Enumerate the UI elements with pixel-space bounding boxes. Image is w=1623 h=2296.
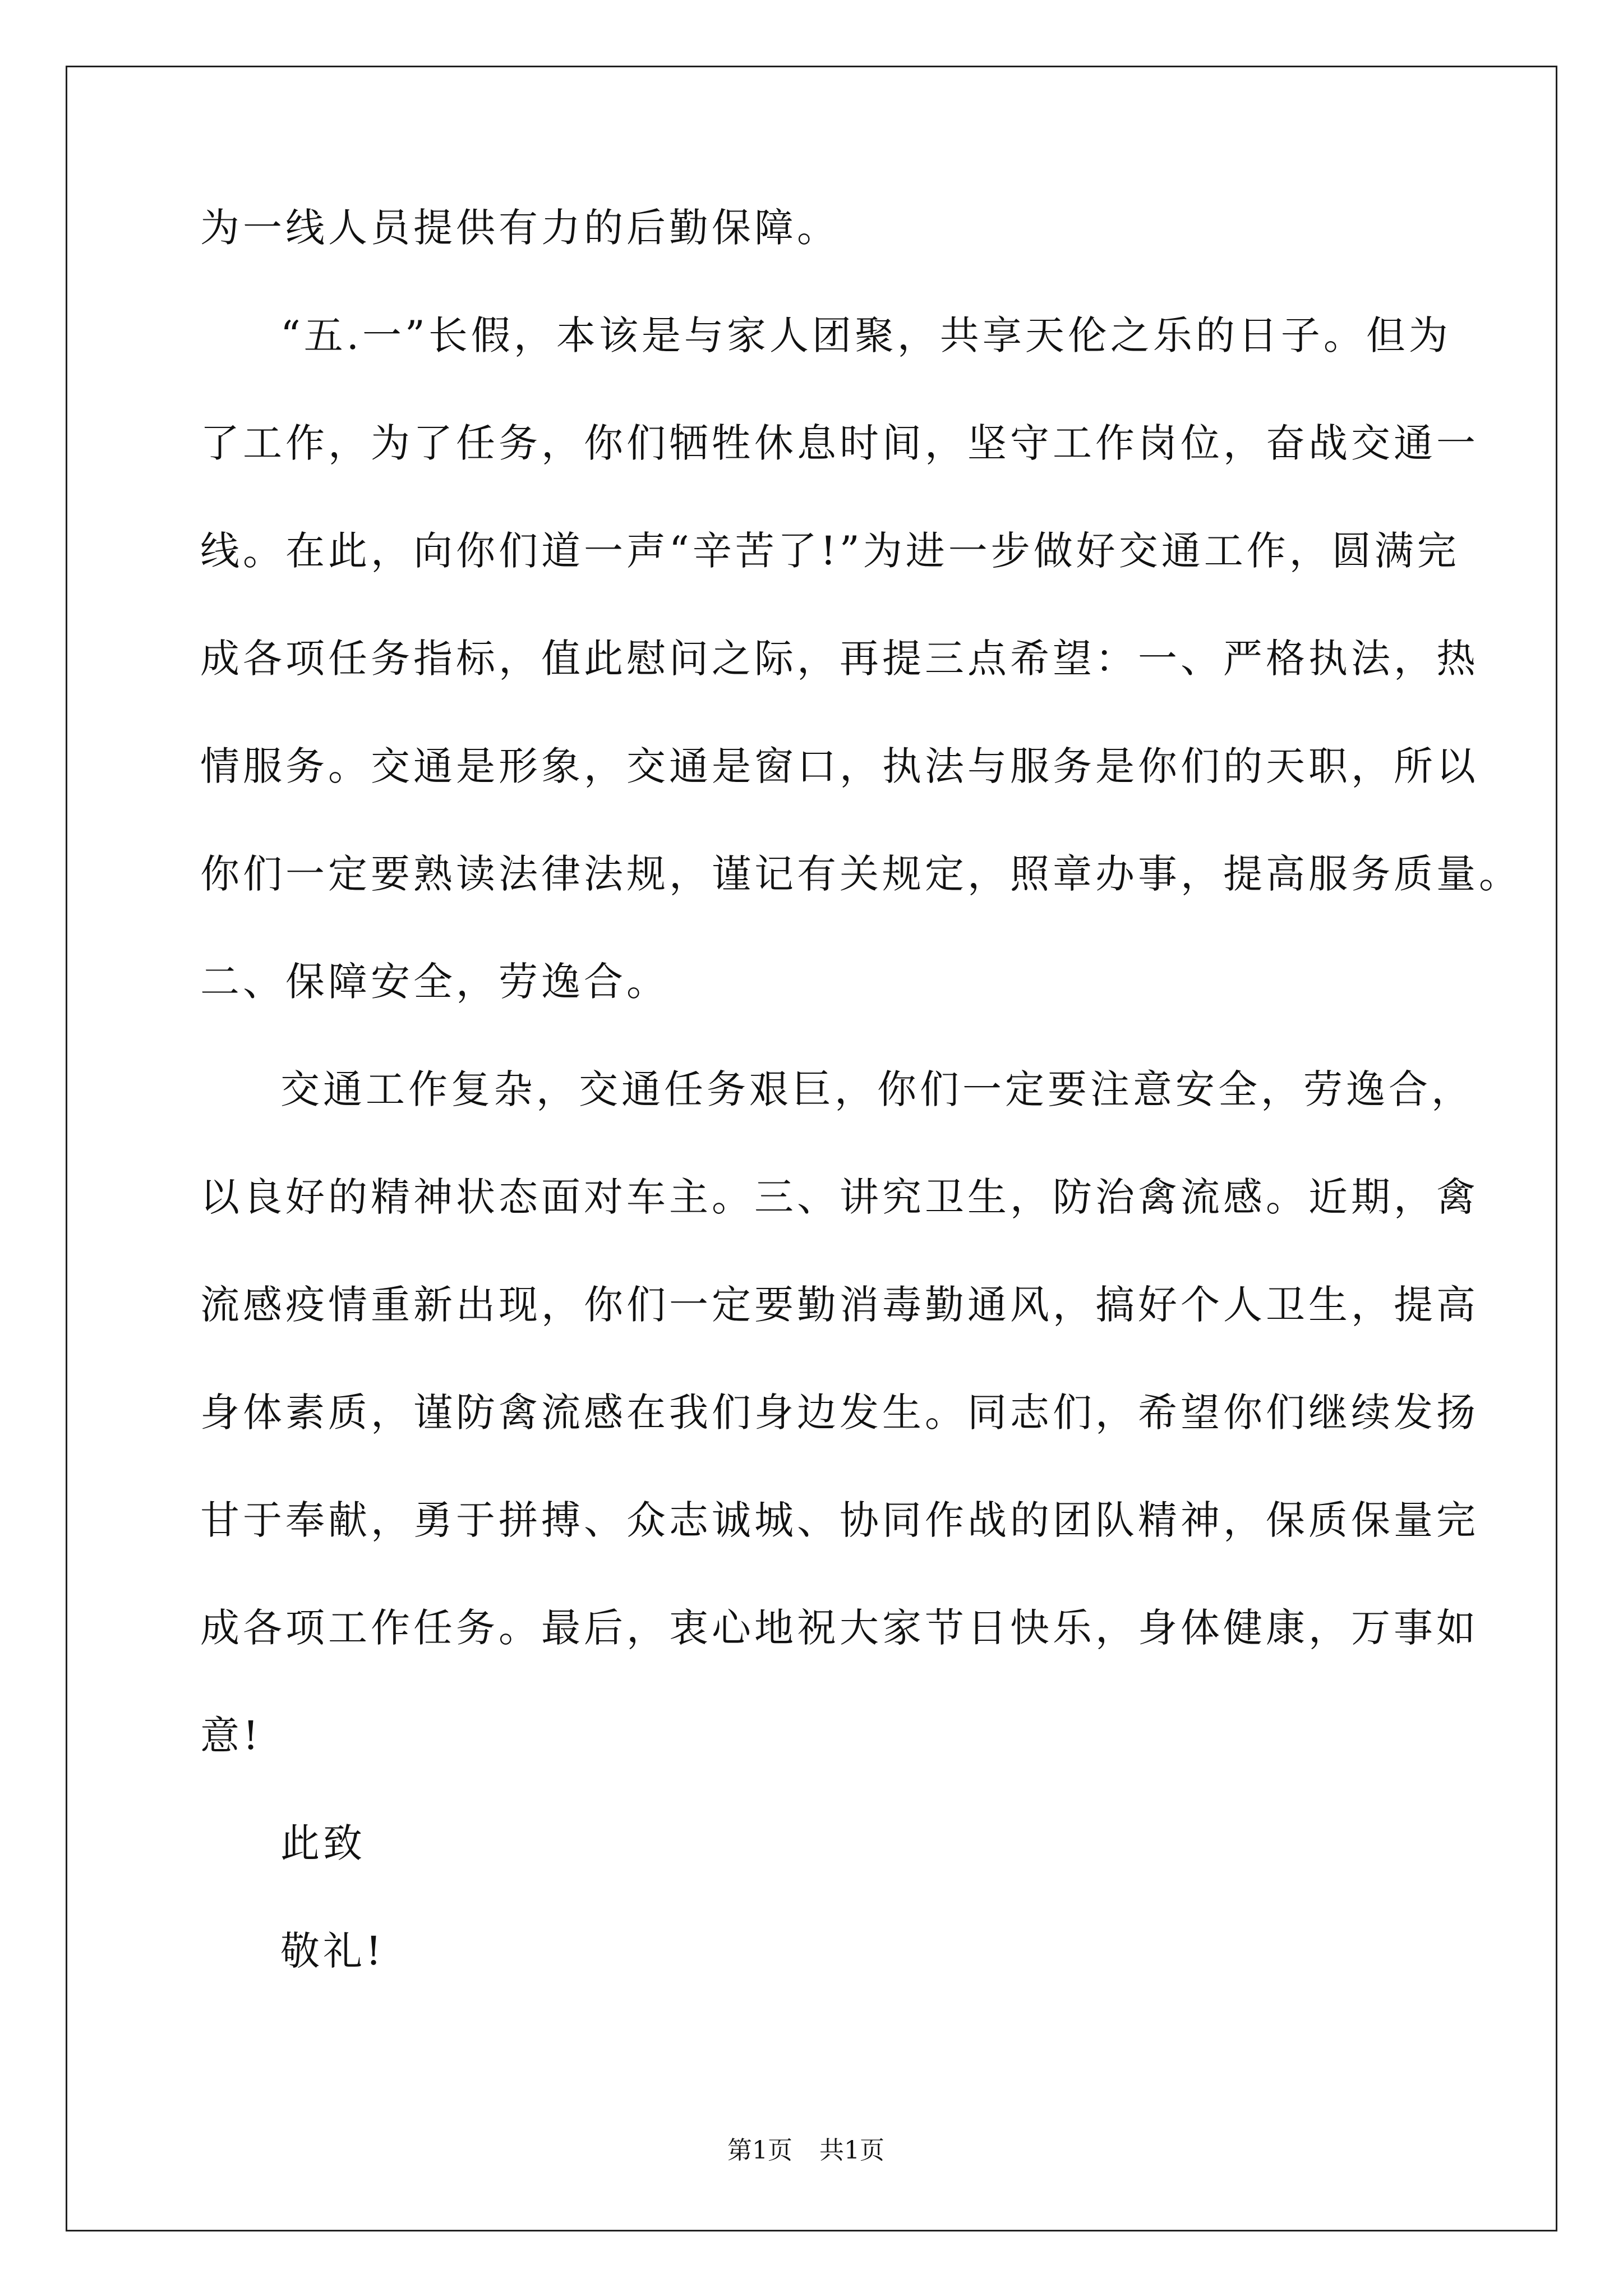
text-line: 身体素质，谨防禽流感在我们身边发生。同志们，希望你们继续发扬 <box>200 1389 1479 1435</box>
text-line: 甘于奉献，勇于拼搏、众志诚城、协同作战的团队精神，保质保量完 <box>200 1497 1479 1543</box>
text-line: 交通工作复杂，交通任务艰巨，你们一定要注意安全，劳逸合， <box>280 1066 1474 1112</box>
text-line: 流感疫情重新出现，你们一定要勤消毒勤通风，搞好个人卫生，提高 <box>200 1282 1479 1328</box>
page-border <box>66 66 1557 2231</box>
text-line: 以良好的精神状态面对车主。三、讲究卫生，防治禽流感。近期，禽 <box>200 1174 1479 1220</box>
text-line: 你们一定要熟读法律法规，谨记有关规定，照章办事，提高服务质量。 <box>200 851 1521 897</box>
text-line: 线。在此，向你们道一声“辛苦了!”为进一步做好交通工作，圆满完 <box>200 528 1460 574</box>
text-line: 为一线人员提供有力的后勤保障。 <box>200 205 840 251</box>
text-line: 情服务。交通是形象，交通是窗口，执法与服务是你们的天职，所以 <box>200 743 1479 789</box>
page-number: 第1页 <box>727 2136 792 2165</box>
text-line: “五.一”长假，本该是与家人团聚，共享天伦之乐的日子。但为 <box>280 312 1451 358</box>
page-total: 共1页 <box>819 2136 884 2165</box>
text-line: 成各项任务指标，值此慰问之际，再提三点希望：一、严格执法，热 <box>200 636 1479 682</box>
text-line: 成各项工作任务。最后，衷心地祝大家节日快乐，身体健康，万事如 <box>200 1605 1479 1651</box>
text-line: 二、保障安全，劳逸合。 <box>200 959 669 1005</box>
text-line: 了工作，为了任务，你们牺牲休息时间，坚守工作岗位，奋战交通一 <box>200 420 1479 466</box>
closing-regards: 敬礼! <box>280 1928 385 1974</box>
closing-salutation: 此致 <box>280 1820 366 1866</box>
page-footer <box>727 2138 884 2163</box>
text-line: 意! <box>200 1713 262 1759</box>
